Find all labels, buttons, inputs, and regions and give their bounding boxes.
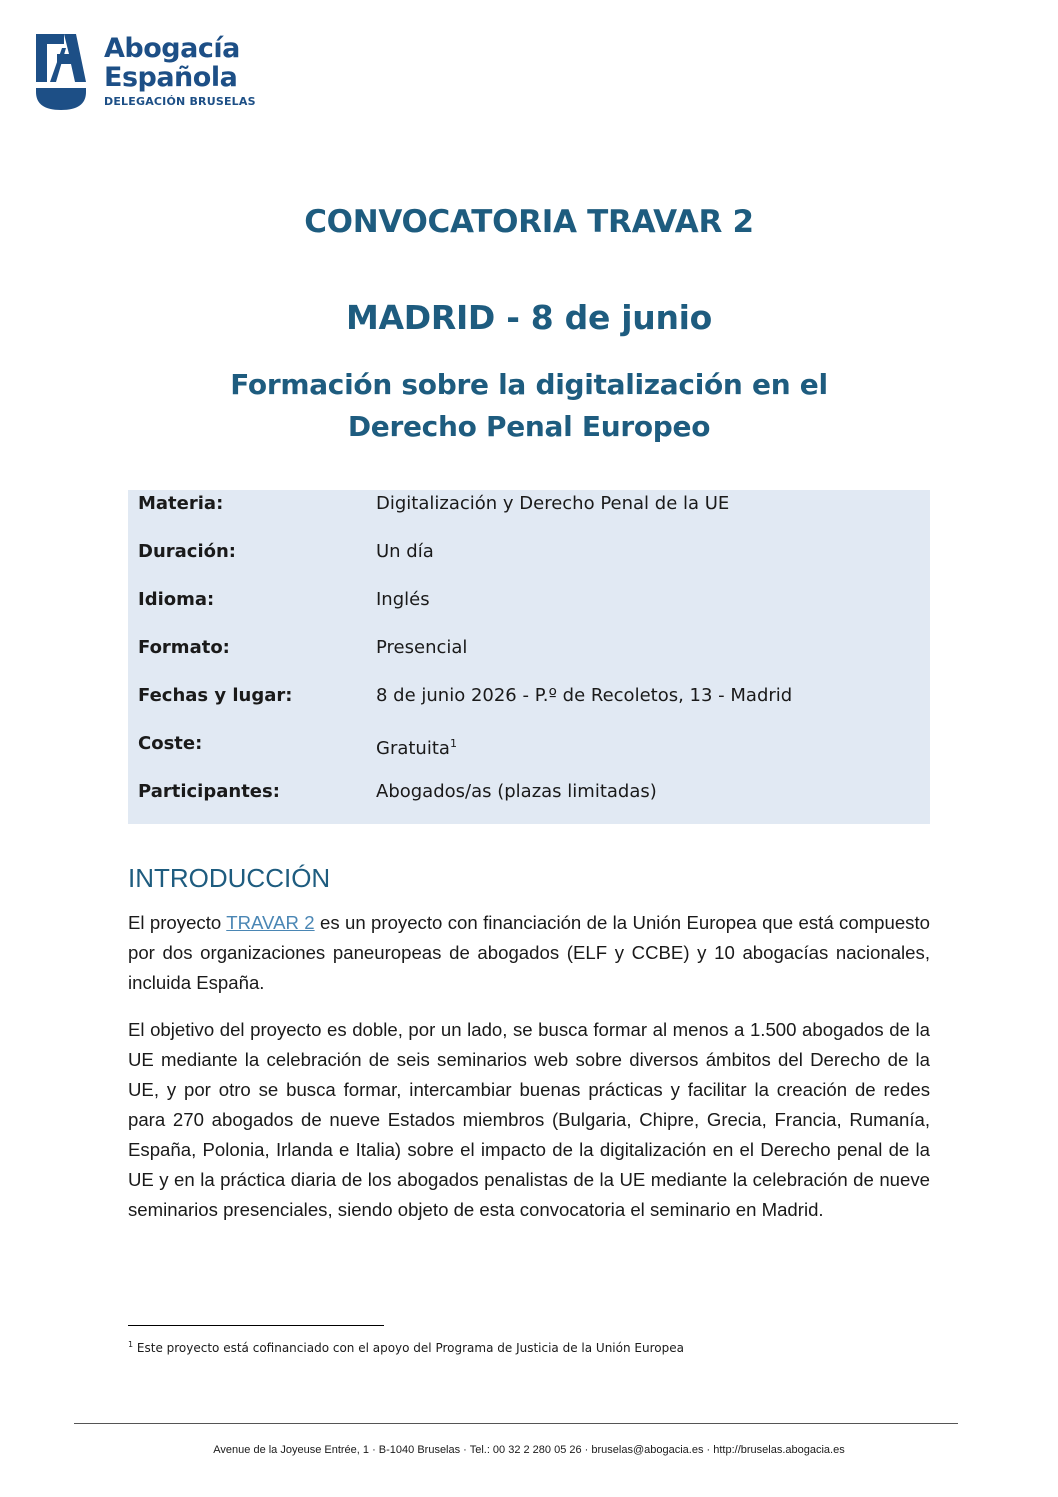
info-value: Abogados/as (plazas limitadas) <box>376 781 657 802</box>
info-label: Fechas y lugar: <box>138 685 293 706</box>
footnote-ref: 1 <box>449 737 457 750</box>
info-row-duracion <box>128 538 930 586</box>
paragraph-1-rest: es un proyecto con financiación de la Unión Europea que está compuesto por dos organizaciones paneuropeas de abogados (ELF y CCBE) y 10 abogacías nacionales, incluida España. <box>128 912 930 993</box>
info-row-materia <box>128 490 930 538</box>
coste-value-text: Gratuita <box>376 738 450 759</box>
logo-line-3: DELEGACIÓN BRUSELAS <box>104 95 256 108</box>
info-row-formato <box>128 634 930 682</box>
page-title: CONVOCATORIA TRAVAR 2 <box>304 204 754 240</box>
info-label: Duración: <box>138 541 236 562</box>
footer-divider <box>74 1423 958 1424</box>
info-value: Presencial <box>376 637 468 658</box>
info-value: 8 de junio 2026 - P.º de Recoletos, 13 - Madrid <box>376 685 793 706</box>
footnote <box>128 1340 684 1355</box>
logo <box>36 34 266 112</box>
info-row-coste <box>128 730 930 778</box>
event-subtitle <box>0 364 1058 448</box>
footnote-text: Este proyecto está cofinanciado con el apoyo del Programa de Justicia de la Unión Europea <box>133 1341 684 1355</box>
paragraph-1 <box>128 908 930 998</box>
section-heading: INTRODUCCIÓN <box>128 863 331 893</box>
footnote-divider <box>128 1325 384 1326</box>
footnote-marker: 1 <box>128 1340 134 1349</box>
info-label: Idioma: <box>138 589 215 610</box>
info-value: Un día <box>376 541 434 562</box>
info-label: Participantes: <box>138 781 280 802</box>
logo-line-2: Española <box>104 62 238 93</box>
info-row-participantes <box>128 778 930 826</box>
info-label: Formato: <box>138 637 230 658</box>
page-footer: Avenue de la Joyeuse Entrée, 1 · B-1040 Bruselas · Tel.: 00 32 2 280 05 26 · bruselas@abogacia.es · http://bruselas.abogacia.es <box>213 1444 845 1456</box>
info-row-fechas <box>128 682 930 730</box>
travar2-link[interactable]: TRAVAR 2 <box>226 912 315 933</box>
abogacia-logo-icon <box>36 34 86 110</box>
info-value: Inglés <box>376 589 430 610</box>
subtitle-line-2: Derecho Penal Europeo <box>347 410 711 443</box>
paragraph-1-start: El proyecto <box>128 912 227 933</box>
paragraph-2: El objetivo del proyecto es doble, por un lado, se busca formar al menos a 1.500 abogados de la UE mediante la celebración de seis seminarios web sobre diversos ámbitos del Derecho de la UE, y por otro se busca formar, intercambiar buenas prácticas y facilitar la creación de redes para 270 abogados de nueve Estados miembros (Bulgaria, Chipre, Grecia, Francia, Rumanía, España, Polonia, Irlanda e Italia) sobre el impacto de la digitalización en el Derecho penal de la UE y en la práctica diaria de los abogados penalistas de la UE mediante la celebración de nueve seminarios presenciales, siendo objeto de esta convocatoria el seminario en Madrid. <box>128 1019 930 1220</box>
subtitle-line-1: Formación sobre la digitalización en el <box>230 368 828 401</box>
info-table <box>128 490 930 824</box>
info-value: Digitalización y Derecho Penal de la UE <box>376 493 730 514</box>
info-value <box>376 730 457 762</box>
info-label: Materia: <box>138 493 224 514</box>
event-title: MADRID - 8 de junio <box>345 298 713 337</box>
info-label: Coste: <box>138 733 203 754</box>
logo-line-1: Abogacía <box>104 33 240 64</box>
info-row-idioma <box>128 586 930 634</box>
